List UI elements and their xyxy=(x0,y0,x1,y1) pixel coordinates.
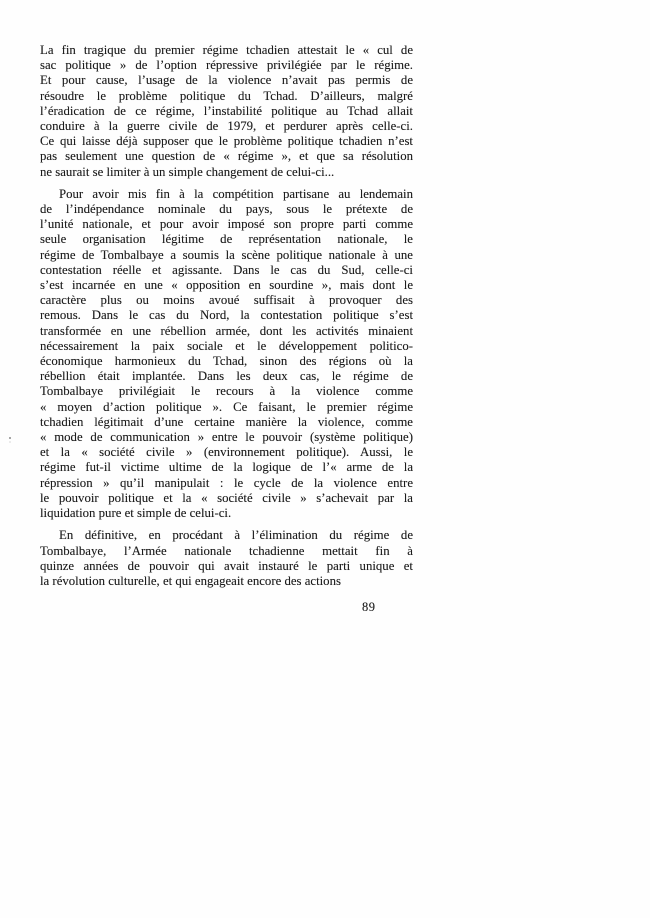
paragraph xyxy=(40,528,413,589)
page-number: 89 xyxy=(362,600,376,614)
text-line: La fin tragique du premier régime tchadien attestait le « cul de xyxy=(40,43,413,57)
text-line: régime de Tombalbaye a soumis la scène politique nationale à une xyxy=(40,247,413,262)
text-line: remous. Dans le cas du Nord, la contestation politique s’est xyxy=(40,308,413,323)
paragraph xyxy=(40,43,413,180)
text-block xyxy=(40,43,413,589)
text-line: « moyen d’action politique ». Ce faisant, le premier régime xyxy=(40,399,413,414)
text-line: Tombalbaye privilégiait le recours à la violence comme xyxy=(40,384,413,399)
text-line: Pour avoir mis fin à la compétition partisane au lendemain xyxy=(59,186,413,201)
text-line: Et pour cause, l’usage de la violence n’avait pas permis de xyxy=(40,73,413,88)
text-line: seule organisation légitime de représentation nationale, le xyxy=(40,232,413,247)
text-line: la révolution culturelle, et qui engageait encore des actions xyxy=(40,573,341,588)
text-line: quinze années de pouvoir qui avait instauré le parti unique et xyxy=(40,558,413,573)
text-line: En définitive, en procédant à l’élimination du régime de xyxy=(59,528,413,543)
text-line: tchadien légitimait d’une certaine manière la violence, comme xyxy=(40,414,413,429)
text-line: contestation réelle et agissante. Dans le cas du Sud, celle-ci xyxy=(40,262,413,277)
text-line: caractère plus ou moins avoué suffisait à provoquer des xyxy=(40,293,413,308)
text-line: Tombalbaye, l’Armée nationale tchadienne mettait fin à xyxy=(40,543,413,558)
text-line: rébellion était implantée. Dans les deux cas, le régime de xyxy=(40,369,413,384)
text-line: s’est incarnée en une « opposition en sourdine », mais dont le xyxy=(40,278,413,293)
text-line: l’éradication de ce régime, l’instabilité politique au Tchad allait xyxy=(40,103,413,118)
text-line: régime fut-il victime ultime de la logique de l’« arme de la xyxy=(40,460,413,475)
text-line: conduire à la guerre civile de 1979, et perdurer après celle-ci. xyxy=(40,119,413,134)
text-line: et la « société civile » (environnement politique). Aussi, le xyxy=(40,445,413,460)
text-line: « mode de communication » entre le pouvoir (système politique) xyxy=(40,430,413,445)
text-line: sac politique » de l’option répressive privilégiée par le régime. xyxy=(40,58,413,73)
text-line: le pouvoir politique et la « société civile » s’achevait par la xyxy=(40,490,413,505)
text-line: résoudre le problème politique du Tchad. D’ailleurs, malgré xyxy=(40,88,413,103)
text-line: pas seulement une question de « régime », et que sa résolution xyxy=(40,149,413,164)
text-line: ne saurait se limiter à un simple changement de celui-ci... xyxy=(40,164,335,179)
text-line: de l’indépendance nominale du pays, sous le prétexte de xyxy=(40,202,413,217)
text-line: l’unité nationale, et pour avoir imposé son propre parti comme xyxy=(40,217,413,232)
paragraph xyxy=(40,187,413,521)
text-line: économique harmonieux du Tchad, sinon des régions où la xyxy=(40,354,413,369)
text-line: liquidation pure et simple de celui-ci. xyxy=(40,506,232,521)
text-line: Ce qui laisse déjà supposer que le problème politique tchadien n’est xyxy=(40,134,413,149)
text-line: répression » qu’il manipulait : le cycle de la violence entre xyxy=(40,475,413,490)
text-line: transformée en une rébellion armée, dont les activités minaient xyxy=(40,323,413,338)
scan-artifact xyxy=(9,437,11,439)
text-line: nécessairement la paix sociale et le développement politico- xyxy=(40,338,413,353)
